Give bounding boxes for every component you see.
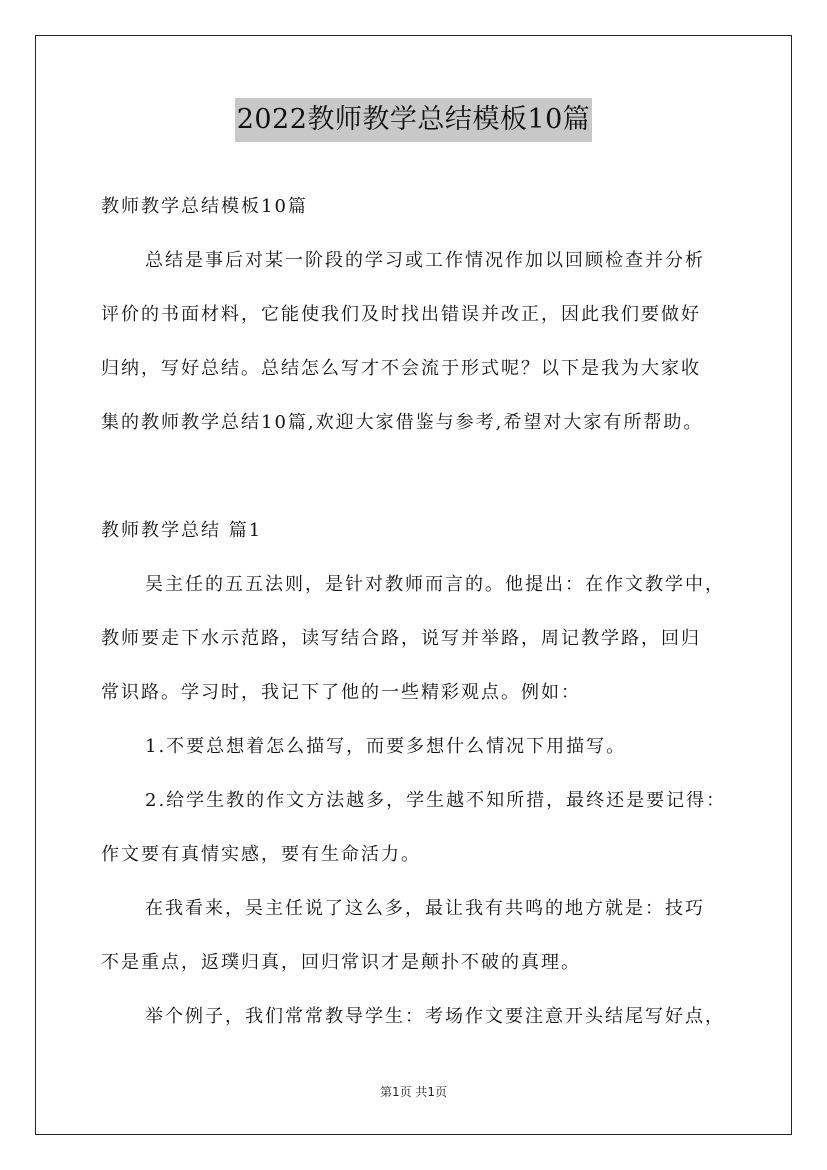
intro-line-3: 归纳，写好总结。总结怎么写才不会流于形式呢？以下是我为大家收: [101, 358, 701, 379]
document-subtitle: 教师教学总结模板10篇: [101, 196, 308, 217]
body-line: 1.不要总想着怎么描写，而要多想什么情况下用描写。: [145, 736, 627, 757]
document-body: [101, 180, 731, 1044]
body-line: 不是重点，返璞归真，回归常识才是颠扑不破的真理。: [101, 952, 581, 973]
document-title: 2022教师教学总结模板10篇: [235, 98, 593, 142]
body-line: 教师要走下水示范路，读写结合路，说写并举路，周记教学路，回归: [101, 628, 701, 649]
body-line: 作文要有真情实感，要有生命活力。: [101, 844, 421, 865]
intro-line-4: 集的教师教学总结10篇,欢迎大家借鉴与参考,希望对大家有所帮助。: [101, 412, 704, 433]
paragraph-gap: [101, 450, 731, 504]
body-line: 常识路。学习时，我记下了他的一些精彩观点。例如：: [101, 682, 581, 703]
section-heading: 教师教学总结 篇1: [101, 520, 263, 541]
body-line: 举个例子，我们常常教导学生：考场作文要注意开头结尾写好点，: [145, 1006, 725, 1027]
body-line: 在我看来，吴主任说了这么多，最让我有共鸣的地方就是：技巧: [145, 898, 705, 919]
section-body: [101, 558, 731, 1044]
intro-line-1: 总结是事后对某一阶段的学习或工作情况作加以回顾检查并分析: [145, 250, 705, 271]
intro-line-2: 评价的书面材料，它能使我们及时找出错误并改正，因此我们要做好: [101, 304, 701, 325]
page-footer: 第1页 共1页: [379, 1085, 448, 1099]
body-line: 2.给学生教的作文方法越多，学生越不知所措，最终还是要记得：: [145, 790, 727, 811]
title-wrap: [0, 98, 827, 142]
body-line: 吴主任的五五法则，是针对教师而言的。他提出：在作文教学中，: [145, 574, 725, 595]
